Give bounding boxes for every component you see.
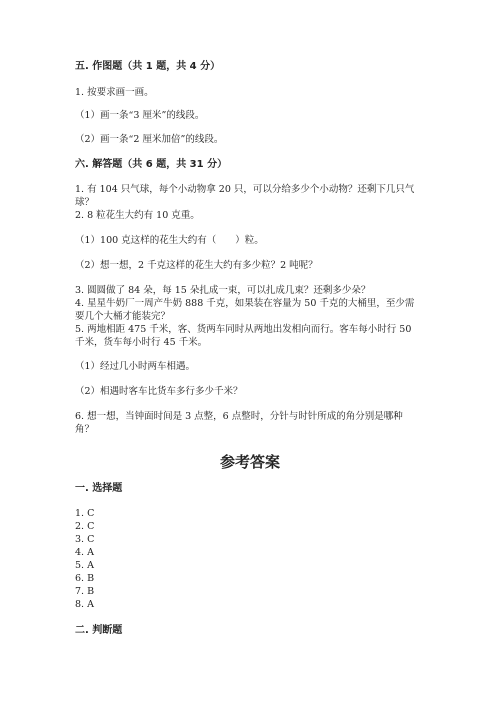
answer-item: 1. C xyxy=(75,508,95,519)
question-text: 5. 两地相距 475 千米，客、货两车同时从两地出发相向而行。客车每小时行 50 xyxy=(75,324,412,335)
question-text: 4. 星星牛奶厂一周产牛奶 888 千克，如果装在容量为 50 千克的大桶里，至少需 xyxy=(75,298,415,309)
sub-question-text: （1）画一条“3 厘米”的线段。 xyxy=(75,110,205,121)
sub-question-text: （2）想一想，2 千克这样的花生大约有多少粒？2 吨呢？ xyxy=(75,260,318,271)
sub-question-text: （2）相遇时客车比货车多行多少千米？ xyxy=(75,386,243,397)
answer-item: 7. B xyxy=(75,586,95,597)
sub-question-text: （1）100 克这样的花生大约有（ ）粒。 xyxy=(75,235,264,246)
answer-item: 2. C xyxy=(75,521,95,532)
answer-item: 6. B xyxy=(75,573,95,584)
answer-item: 4. A xyxy=(75,547,94,558)
section-heading-solve: 六. 解答题（共 6 题，共 31 分） xyxy=(75,159,228,170)
question-text: 2. 8 粒花生大约有 10 克重。 xyxy=(75,210,200,221)
question-text: 1. 有 104 只气球，每个小动物拿 20 只，可以分给多少个小动物？还剩下几只气 xyxy=(75,184,415,195)
question-text-continued: 要几个大桶才能装完？ xyxy=(75,311,171,322)
section-heading-judge: 二. 判断题 xyxy=(75,625,123,636)
question-text-continued: 角？ xyxy=(75,424,95,435)
answer-item: 3. C xyxy=(75,534,95,545)
question-text: 3. 圆圆做了 84 朵，每 15 朵扎成一束，可以扎成几束？还剩多少朵？ xyxy=(75,285,371,296)
question-text-continued: 千米，货车每小时行 45 千米。 xyxy=(75,337,208,348)
answer-item: 8. A xyxy=(75,599,94,610)
question-text: 6. 想一想，当钟面时间是 3 点整，6 点整时，分针与时针所成的角分别是哪种 xyxy=(75,411,403,422)
answers-title: 参考答案 xyxy=(219,453,280,471)
sub-question-text: （1）经过几小时两车相遇。 xyxy=(75,361,196,372)
sub-question-text: （2）画一条“2 厘米加倍”的线段。 xyxy=(75,134,224,145)
answer-item: 5. A xyxy=(75,560,94,571)
section-heading-choice: 一. 选择题 xyxy=(75,483,123,494)
question-text-continued: 球？ xyxy=(75,197,95,208)
question-text: 1. 按要求画一画。 xyxy=(75,87,154,98)
section-heading-drawing: 五. 作图题（共 1 题，共 4 分） xyxy=(75,61,221,72)
